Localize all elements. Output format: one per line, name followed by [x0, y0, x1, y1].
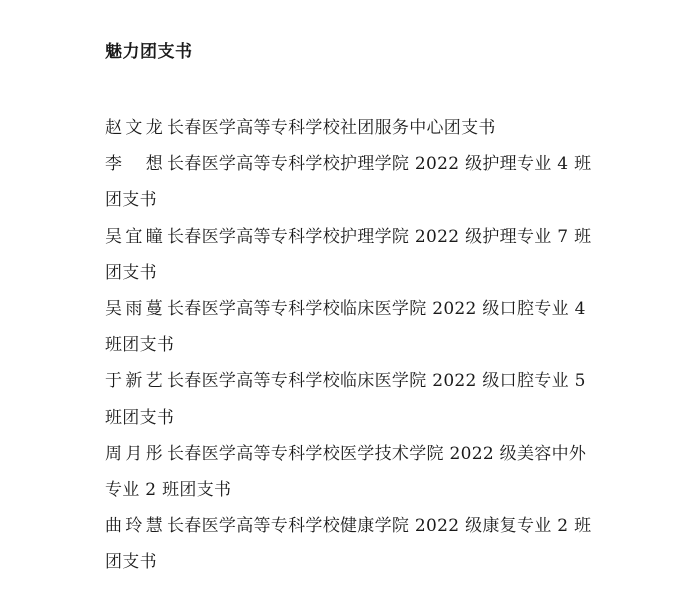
entry-continuation: 班团支书: [105, 335, 175, 356]
entry-continuation: 专业 2 班团支书: [105, 479, 232, 500]
person-name: 李 想: [105, 154, 163, 175]
entry-description: 长春医学高等专科学校护理学院 2022 级护理专业 4 班: [167, 154, 592, 175]
entry-first-line: [105, 363, 595, 399]
list-item: [105, 436, 595, 508]
list-item: [105, 110, 595, 146]
entry-description: 长春医学高等专科学校护理学院 2022 级护理专业 7 班: [167, 226, 592, 247]
person-name: 吴雨蔓: [105, 298, 163, 319]
entry-first-line: [105, 146, 595, 182]
entry-continuation: 团支书: [105, 262, 157, 283]
entry-description: 长春医学高等专科学校临床医学院 2022 级口腔专业 4: [167, 298, 586, 319]
list-item: [105, 363, 595, 435]
list-item: [105, 146, 595, 218]
entry-continuation: 班团支书: [105, 407, 175, 428]
list-item: [105, 291, 595, 363]
entry-first-line: [105, 436, 595, 472]
entry-description: 长春医学高等专科学校医学技术学院 2022 级美容中外: [167, 443, 587, 464]
entry-continuation: 团支书: [105, 552, 157, 573]
person-name: 周月彤: [105, 443, 163, 464]
award-list: [105, 110, 595, 580]
person-name: 赵文龙: [105, 118, 163, 138]
entry-first-line: [105, 291, 595, 327]
entry-description: 长春医学高等专科学校社团服务中心团支书: [167, 118, 496, 138]
entry-first-line: [105, 110, 595, 146]
entry-description: 长春医学高等专科学校临床医学院 2022 级口腔专业 5: [167, 371, 586, 392]
section-heading: 魅力团支书: [105, 42, 193, 62]
entry-continuation: 团支书: [105, 190, 157, 211]
entry-description: 长春医学高等专科学校健康学院 2022 级康复专业 2 班: [167, 516, 592, 537]
person-name: 于新艺: [105, 371, 163, 392]
person-name: 吴宜瞳: [105, 226, 163, 247]
list-item: [105, 508, 595, 580]
person-name: 曲玲慧: [105, 516, 163, 537]
entry-first-line: [105, 219, 595, 255]
list-item: [105, 219, 595, 291]
entry-first-line: [105, 508, 595, 544]
